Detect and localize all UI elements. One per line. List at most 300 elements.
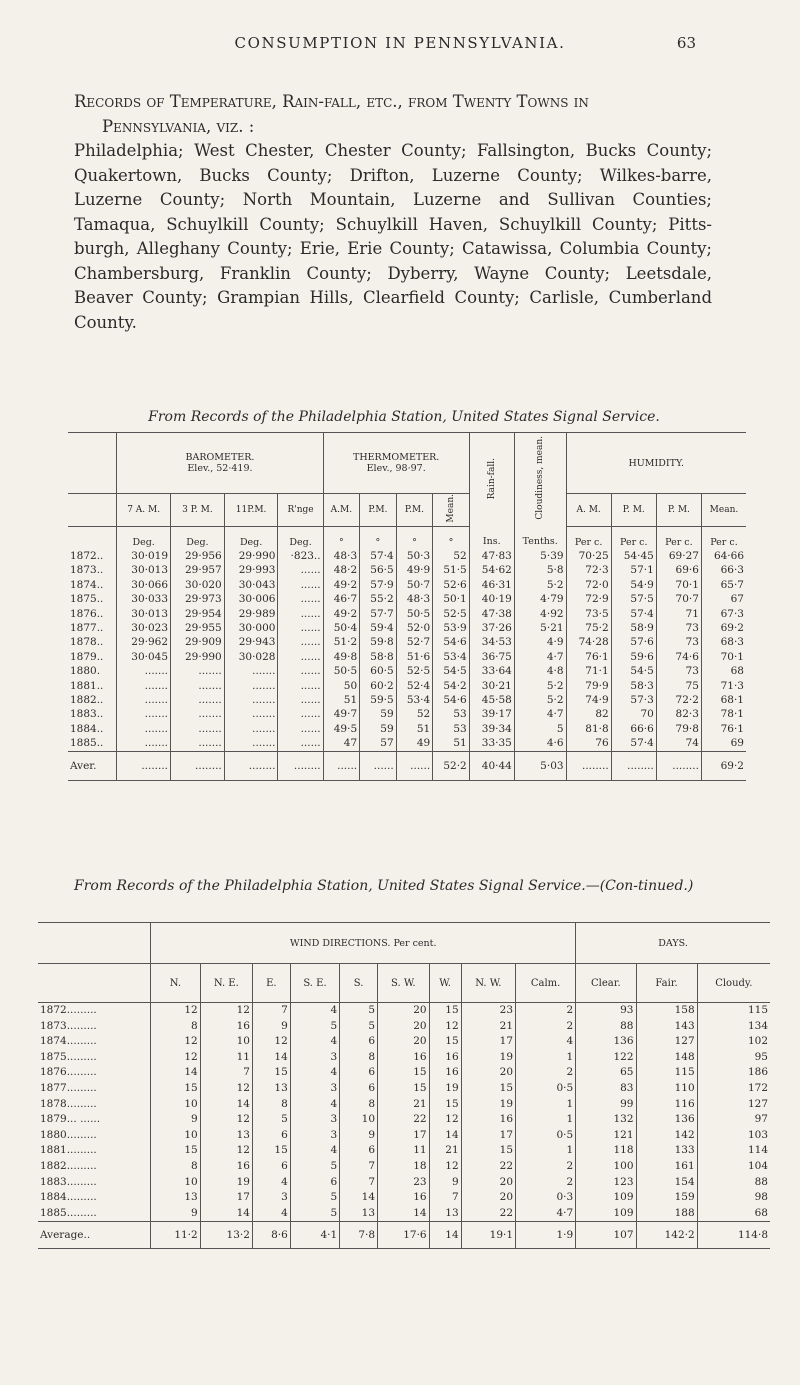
table-cell: 4 xyxy=(290,1034,339,1050)
table-row xyxy=(68,707,746,721)
table-cell: 5 xyxy=(290,1206,339,1222)
table-cell: ....... xyxy=(117,664,171,678)
table-cell: 74·6 xyxy=(656,650,701,664)
table-cell: 0·3 xyxy=(516,1190,576,1206)
table-cell: 14 xyxy=(200,1097,252,1113)
table-cell: 69·27 xyxy=(656,549,701,563)
table-cell: 4·7 xyxy=(514,650,566,664)
table-cell: ...... xyxy=(278,736,323,751)
table-cell: 12 xyxy=(200,1143,252,1159)
year-header xyxy=(68,433,117,494)
table-cell: 58·3 xyxy=(611,679,656,693)
table-cell: 70·7 xyxy=(656,592,701,606)
units-row xyxy=(68,527,746,550)
table-row xyxy=(38,1097,770,1113)
table-cell: 23 xyxy=(461,1003,515,1019)
table-cell: 4 xyxy=(290,1065,339,1081)
table-cell: 127 xyxy=(636,1034,697,1050)
table-cell: 30·028 xyxy=(224,650,278,664)
unit-cell: Per c. xyxy=(656,527,701,550)
average-cell: 114·8 xyxy=(697,1222,770,1249)
unit-cell: Tenths. xyxy=(514,527,566,550)
table-row xyxy=(68,679,746,693)
table-cell: 78·1 xyxy=(701,707,746,721)
average-cell: ........ xyxy=(611,751,656,780)
table-cell: 114 xyxy=(697,1143,770,1159)
table-cell: 15 xyxy=(151,1081,201,1097)
table-cell: 57·9 xyxy=(360,578,397,592)
table-cell: 10 xyxy=(151,1128,201,1144)
rainfall-header: Rain-fall. xyxy=(469,433,514,527)
table-cell: 82 xyxy=(566,707,611,721)
table-cell: 76·1 xyxy=(566,650,611,664)
table-cell: 142 xyxy=(636,1128,697,1144)
barometer-elev: Elev., 52·419. xyxy=(187,463,253,474)
table-cell: 5 xyxy=(514,722,566,736)
table-cell: 30·045 xyxy=(117,650,171,664)
table-cell: 20 xyxy=(378,1019,430,1035)
table-cell: 73 xyxy=(656,635,701,649)
table-cell: 12 xyxy=(200,1081,252,1097)
table-cell: 159 xyxy=(636,1190,697,1206)
table-cell: 46·31 xyxy=(469,578,514,592)
table-cell: 51·6 xyxy=(396,650,433,664)
barometer-label: BAROMETER. xyxy=(185,452,255,463)
table-cell: ...... xyxy=(278,592,323,606)
table-cell: 30·023 xyxy=(117,621,171,635)
table-cell: 88 xyxy=(697,1175,770,1191)
table-cell: 59·5 xyxy=(360,693,397,707)
table-cell: 57 xyxy=(360,736,397,751)
table-cell: 79·9 xyxy=(566,679,611,693)
table-cell: 10 xyxy=(151,1175,201,1191)
table-cell: 21 xyxy=(461,1019,515,1035)
table-cell: 12 xyxy=(429,1159,461,1175)
table-cell: 30·006 xyxy=(224,592,278,606)
unit-cell: Per c. xyxy=(701,527,746,550)
table-cell: 49·2 xyxy=(323,607,360,621)
table-row xyxy=(68,693,746,707)
table-cell: ....... xyxy=(224,679,278,693)
table-cell: 4·7 xyxy=(516,1206,576,1222)
table-row xyxy=(68,592,746,606)
table-cell: 30·013 xyxy=(117,563,171,577)
table-cell: 6 xyxy=(252,1128,290,1144)
table-cell: 59·6 xyxy=(611,650,656,664)
table-row xyxy=(38,1143,770,1159)
table-cell: 5 xyxy=(290,1159,339,1175)
table-cell: 74·28 xyxy=(566,635,611,649)
table-cell: 73 xyxy=(656,664,701,678)
table-cell: 12 xyxy=(429,1019,461,1035)
table-cell: 52·5 xyxy=(433,607,470,621)
table-cell: 9 xyxy=(252,1019,290,1035)
table-cell: ....... xyxy=(171,664,225,678)
table-cell: 48·3 xyxy=(396,592,433,606)
table-cell: 16 xyxy=(429,1050,461,1066)
weather-table xyxy=(68,432,746,781)
table-cell: 110 xyxy=(636,1081,697,1097)
table-cell: 12 xyxy=(151,1034,201,1050)
table-cell: 2 xyxy=(516,1003,576,1019)
table-cell: 21 xyxy=(429,1143,461,1159)
table-cell: 133 xyxy=(636,1143,697,1159)
row-year: 1873......... xyxy=(40,1019,97,1032)
table-cell: 4 xyxy=(290,1143,339,1159)
table-cell: 7 xyxy=(340,1159,378,1175)
table-cell: 59·4 xyxy=(360,621,397,635)
subhead: 7 A. M. xyxy=(117,494,171,527)
table-cell: 5 xyxy=(290,1019,339,1035)
unit-cell: Deg. xyxy=(224,527,278,550)
table-cell: 29·954 xyxy=(171,607,225,621)
table-cell: 9 xyxy=(340,1128,378,1144)
table-cell: 158 xyxy=(636,1003,697,1019)
table-cell: 57·4 xyxy=(360,549,397,563)
table-cell: 21 xyxy=(378,1097,430,1113)
table-cell: 172 xyxy=(697,1081,770,1097)
table-cell: 109 xyxy=(576,1206,636,1222)
table-cell: 7 xyxy=(200,1065,252,1081)
table-cell: 53·4 xyxy=(396,693,433,707)
table-cell: ....... xyxy=(224,664,278,678)
table-cell: 8 xyxy=(340,1097,378,1113)
table-cell: 5 xyxy=(340,1019,378,1035)
table-cell: 2 xyxy=(516,1175,576,1191)
subhead: W. xyxy=(429,964,461,1003)
table-cell: 4 xyxy=(252,1175,290,1191)
table-cell: 6 xyxy=(340,1081,378,1097)
table-cell: 5 xyxy=(340,1003,378,1019)
row-year: 1881......... xyxy=(40,1144,97,1157)
table-cell: 53 xyxy=(433,722,470,736)
table-cell: 29·943 xyxy=(224,635,278,649)
table-cell: ....... xyxy=(171,736,225,751)
table-cell: 127 xyxy=(697,1097,770,1113)
thermometer-label: THERMOMETER. xyxy=(353,452,440,463)
table-cell: 3 xyxy=(252,1190,290,1206)
table-cell: 8 xyxy=(252,1097,290,1113)
table-cell: ....... xyxy=(117,693,171,707)
table-cell: 100 xyxy=(576,1159,636,1175)
subhead: 3 P. M. xyxy=(171,494,225,527)
table-cell: 12 xyxy=(200,1003,252,1019)
row-year: 1875.. xyxy=(70,593,104,606)
table-cell: ...... xyxy=(278,650,323,664)
table-cell: 3 xyxy=(290,1128,339,1144)
table-cell: 50 xyxy=(323,679,360,693)
unit-cell: Per c. xyxy=(611,527,656,550)
average-label: Average.. xyxy=(38,1222,151,1249)
row-year: 1878......... xyxy=(40,1097,97,1110)
table-cell: 50·7 xyxy=(396,578,433,592)
row-year: 1885.. xyxy=(70,737,104,750)
table-cell: 122 xyxy=(576,1050,636,1066)
table-cell: 33·35 xyxy=(469,736,514,751)
table-cell: 4·79 xyxy=(514,592,566,606)
table-cell: 20 xyxy=(461,1065,515,1081)
table-cell: 47·38 xyxy=(469,607,514,621)
unit-cell: ° xyxy=(323,527,360,550)
table-cell: 99 xyxy=(576,1097,636,1113)
table-cell: ....... xyxy=(117,707,171,721)
row-year: 1877.. xyxy=(70,622,104,635)
table-cell: 16 xyxy=(429,1065,461,1081)
table-cell: 5·39 xyxy=(514,549,566,563)
table-cell: 97 xyxy=(697,1112,770,1128)
table-cell: 7 xyxy=(252,1003,290,1019)
subhead: Mean. xyxy=(433,494,470,527)
table-cell: 57·4 xyxy=(611,607,656,621)
year-header xyxy=(38,923,151,964)
table-cell: 22 xyxy=(461,1159,515,1175)
average-cell: 5·03 xyxy=(514,751,566,780)
table-cell: 47·83 xyxy=(469,549,514,563)
table-cell: ...... xyxy=(278,621,323,635)
row-year: 1872.. xyxy=(70,550,104,562)
table-row xyxy=(38,1081,770,1097)
subhead: 11P.M. xyxy=(224,494,278,527)
wind-header: WIND DIRECTIONS. Per cent. xyxy=(151,923,576,964)
table-cell: 51 xyxy=(323,693,360,707)
table-cell: 30·020 xyxy=(171,578,225,592)
table-cell: 10 xyxy=(340,1112,378,1128)
table-cell: 161 xyxy=(636,1159,697,1175)
table-cell: ....... xyxy=(171,707,225,721)
row-year: 1879... ...... xyxy=(40,1113,101,1126)
table-cell: 188 xyxy=(636,1206,697,1222)
subhead: S. xyxy=(340,964,378,1003)
table-cell: 14 xyxy=(378,1206,430,1222)
row-year: 1872......... xyxy=(40,1004,97,1016)
table-cell: 72·2 xyxy=(656,693,701,707)
table-cell: 4 xyxy=(290,1003,339,1019)
table-cell: 1 xyxy=(516,1050,576,1066)
table-cell: 9 xyxy=(151,1206,201,1222)
subhead: R'nge xyxy=(278,494,323,527)
table-cell: 10 xyxy=(200,1034,252,1050)
unit-cell: Per c. xyxy=(566,527,611,550)
table-cell: 29·909 xyxy=(171,635,225,649)
table-cell: 5 xyxy=(290,1190,339,1206)
table-cell: 95 xyxy=(697,1050,770,1066)
table-cell: 19 xyxy=(200,1175,252,1191)
table-cell: 36·75 xyxy=(469,650,514,664)
table-row xyxy=(38,1065,770,1081)
average-cell: 13·2 xyxy=(200,1222,252,1249)
table-cell: 52·5 xyxy=(396,664,433,678)
row-year: 1885......... xyxy=(40,1206,97,1219)
table-cell: ...... xyxy=(278,679,323,693)
subhead: P.M. xyxy=(396,494,433,527)
table-cell: ....... xyxy=(224,722,278,736)
average-cell: 11·2 xyxy=(151,1222,201,1249)
average-cell: 107 xyxy=(576,1222,636,1249)
table-cell: 51·2 xyxy=(323,635,360,649)
table-cell: 39·17 xyxy=(469,707,514,721)
table-cell: 71 xyxy=(656,607,701,621)
table-cell: 19 xyxy=(461,1097,515,1113)
table-cell: 109 xyxy=(576,1190,636,1206)
table-cell: 18 xyxy=(378,1159,430,1175)
table-cell: 9 xyxy=(151,1112,201,1128)
table-row xyxy=(68,607,746,621)
subhead: P. M. xyxy=(611,494,656,527)
subhead: Mean. xyxy=(701,494,746,527)
table-cell: 54·62 xyxy=(469,563,514,577)
average-cell: 1·9 xyxy=(516,1222,576,1249)
average-cell: ........ xyxy=(278,751,323,780)
unit-cell: Deg. xyxy=(171,527,225,550)
towns-list: Philadelphia; West Chester, Chester County; Fallsington, Bucks County; Quakertown, Bucks County; Drifton, Luzerne County; Wilkes-barre, Luzerne County; North Mountain, Luzerne and Sullivan Counties; Tamaqua, Schuylkill County; Schuylkill Haven, Schuylkill County; Pitts-burgh, Alleghany County; Erie, Erie County; Catawissa, Columbia County; Chambersburg, Franklin County; Dyberry, Wayne County; Leetsdale, Beaver County; Grampian Hills, Clearfield County; Carlisle, Cumberland County. xyxy=(74,141,712,332)
table-cell: 29·957 xyxy=(171,563,225,577)
table-cell: 74 xyxy=(656,736,701,751)
days-header: DAYS. xyxy=(576,923,770,964)
table-cell: 81·8 xyxy=(566,722,611,736)
table-cell: 52·7 xyxy=(396,635,433,649)
table-row xyxy=(38,1159,770,1175)
table-cell: 57·3 xyxy=(611,693,656,707)
table-cell: 15 xyxy=(461,1081,515,1097)
table-cell: 14 xyxy=(252,1050,290,1066)
table-cell: 67 xyxy=(701,592,746,606)
table-cell: 4 xyxy=(252,1206,290,1222)
table2-caption: From Records of the Philadelphia Station, United States Signal Service.—(Con-tinued.) xyxy=(74,878,694,894)
table-cell: 82·3 xyxy=(656,707,701,721)
table-cell: 3 xyxy=(290,1050,339,1066)
table-cell: 2 xyxy=(516,1065,576,1081)
table-cell: 8 xyxy=(151,1019,201,1035)
table-cell: 30·013 xyxy=(117,607,171,621)
table-cell: 132 xyxy=(576,1112,636,1128)
table-cell: 72·0 xyxy=(566,578,611,592)
table-cell: 30·066 xyxy=(117,578,171,592)
table-cell: 37·26 xyxy=(469,621,514,635)
table-row xyxy=(68,549,746,563)
table-cell: 6 xyxy=(290,1175,339,1191)
average-label: Aver. xyxy=(68,751,117,780)
table-cell: 29·989 xyxy=(224,607,278,621)
table-row xyxy=(38,1050,770,1066)
table-cell: 69·2 xyxy=(701,621,746,635)
table-cell: 102 xyxy=(697,1034,770,1050)
table-cell: 20 xyxy=(378,1003,430,1019)
table-cell: 54·45 xyxy=(611,549,656,563)
table-cell: 186 xyxy=(697,1065,770,1081)
table-cell: 4·7 xyxy=(514,707,566,721)
table-cell: 50·4 xyxy=(323,621,360,635)
table-cell: 48·2 xyxy=(323,563,360,577)
table-cell: 9 xyxy=(429,1175,461,1191)
average-cell: ........ xyxy=(224,751,278,780)
table-cell: 51·5 xyxy=(433,563,470,577)
table-cell: 75 xyxy=(656,679,701,693)
average-cell: ........ xyxy=(656,751,701,780)
table-cell: 50·5 xyxy=(396,607,433,621)
row-year: 1877......... xyxy=(40,1081,97,1094)
table-cell: 49·5 xyxy=(323,722,360,736)
table-cell: 75·2 xyxy=(566,621,611,635)
table-cell: 29·955 xyxy=(171,621,225,635)
row-year: 1880. xyxy=(70,665,101,678)
subhead: P.M. xyxy=(360,494,397,527)
table-cell: 8 xyxy=(151,1159,201,1175)
table-cell: 17 xyxy=(461,1034,515,1050)
table-cell: 70·1 xyxy=(701,650,746,664)
table-cell: 116 xyxy=(636,1097,697,1113)
table-cell: 0·5 xyxy=(516,1128,576,1144)
table-cell: 6 xyxy=(340,1065,378,1081)
table-cell: 1 xyxy=(516,1143,576,1159)
table-cell: 11 xyxy=(200,1050,252,1066)
humidity-header: HUMIDITY. xyxy=(566,433,746,494)
table-cell: 16 xyxy=(200,1159,252,1175)
table-cell: 19 xyxy=(429,1081,461,1097)
table-cell: 76 xyxy=(566,736,611,751)
table-cell: 54·6 xyxy=(433,635,470,649)
table-cell: 39·34 xyxy=(469,722,514,736)
row-year: 1876......... xyxy=(40,1066,97,1079)
table-cell: 49·2 xyxy=(323,578,360,592)
table-cell: 69 xyxy=(701,736,746,751)
subhead: Cloudy. xyxy=(697,964,770,1003)
table-cell: 7 xyxy=(340,1175,378,1191)
table-cell: 14 xyxy=(340,1190,378,1206)
subhead: N. xyxy=(151,964,201,1003)
row-year: 1881.. xyxy=(70,679,104,692)
table-cell: 57·4 xyxy=(611,736,656,751)
table-cell: 29·956 xyxy=(171,549,225,563)
table-cell: 71·1 xyxy=(566,664,611,678)
table-cell: ...... xyxy=(278,722,323,736)
subhead: S. W. xyxy=(378,964,430,1003)
table-cell: 33·64 xyxy=(469,664,514,678)
table-cell: 68·1 xyxy=(701,693,746,707)
average-cell: 142·2 xyxy=(636,1222,697,1249)
average-cell: 69·2 xyxy=(701,751,746,780)
table-cell: 53·4 xyxy=(433,650,470,664)
table-cell: ....... xyxy=(171,679,225,693)
table-cell: 14 xyxy=(200,1206,252,1222)
table-cell: 68 xyxy=(697,1206,770,1222)
table-cell: 16 xyxy=(461,1112,515,1128)
table-cell: 88 xyxy=(576,1019,636,1035)
table-cell: 22 xyxy=(461,1206,515,1222)
table-cell: 70 xyxy=(611,707,656,721)
table-cell: 2 xyxy=(516,1159,576,1175)
table-cell: 17 xyxy=(378,1128,430,1144)
table-cell: 29·990 xyxy=(224,549,278,563)
table-cell: 50·3 xyxy=(396,549,433,563)
table-row xyxy=(38,1190,770,1206)
table-cell: 30·21 xyxy=(469,679,514,693)
page-number: 63 xyxy=(676,34,696,52)
table-row xyxy=(68,621,746,635)
table-cell: 55·2 xyxy=(360,592,397,606)
table-cell: 15 xyxy=(461,1143,515,1159)
table-cell: 30·033 xyxy=(117,592,171,606)
table-cell: 5 xyxy=(252,1112,290,1128)
table-cell: 115 xyxy=(697,1003,770,1019)
table-cell: 46·7 xyxy=(323,592,360,606)
table-row xyxy=(38,1175,770,1191)
table-cell: 74·9 xyxy=(566,693,611,707)
table-cell: ....... xyxy=(117,679,171,693)
table-row xyxy=(68,722,746,736)
row-year: 1884.. xyxy=(70,722,104,735)
table-cell: 57·6 xyxy=(611,635,656,649)
table-cell: 70·25 xyxy=(566,549,611,563)
